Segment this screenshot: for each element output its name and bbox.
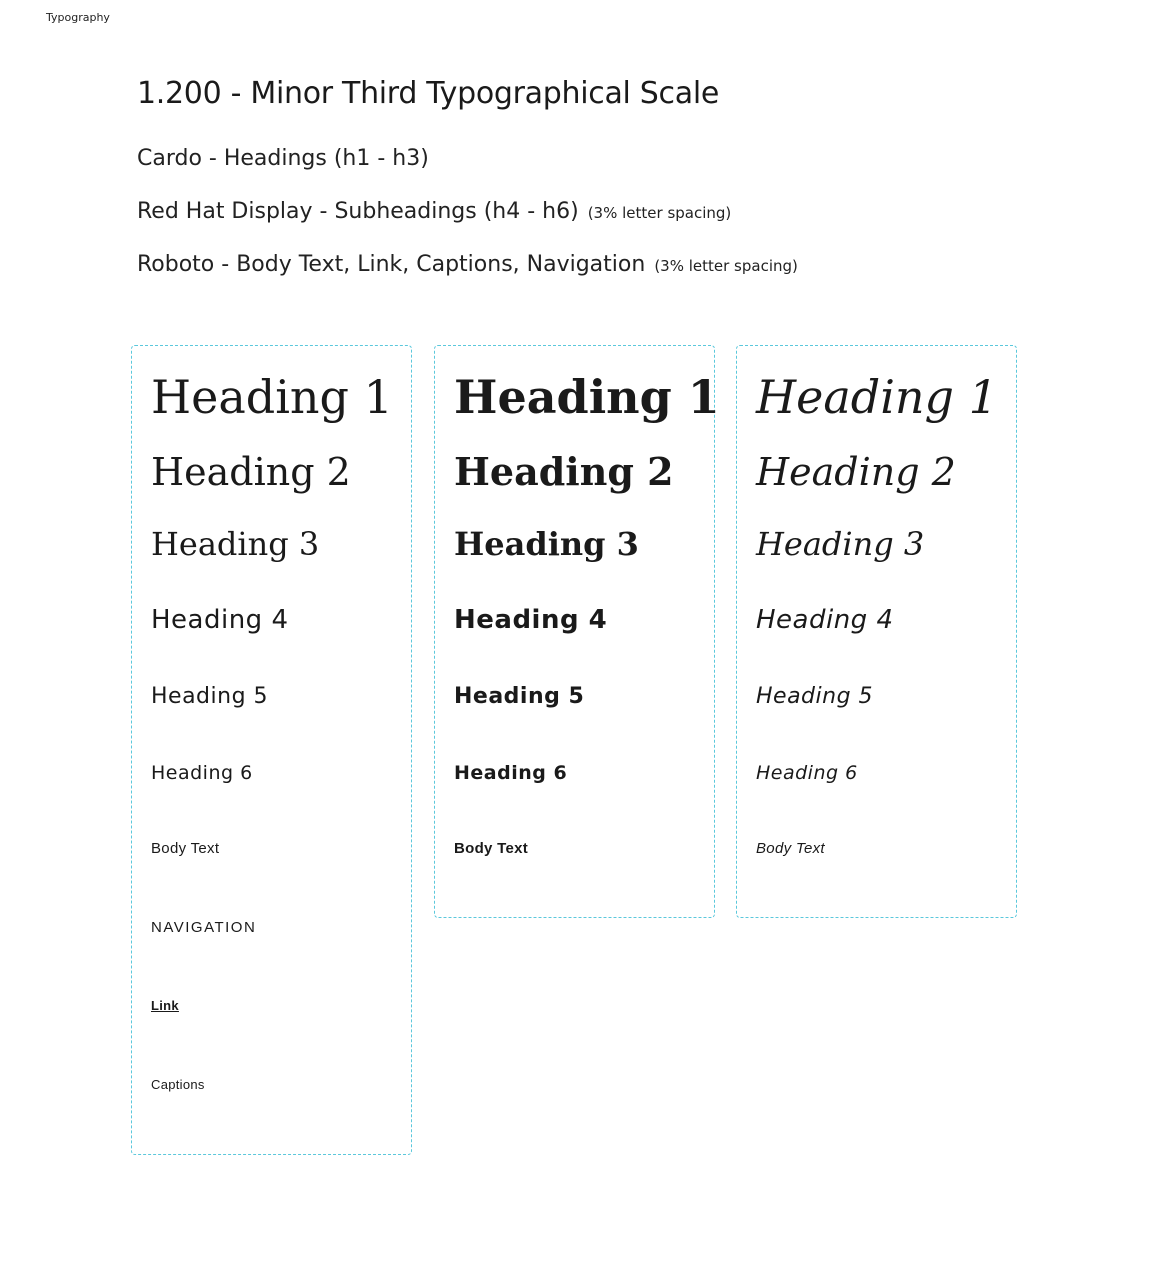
heading-6-sample: Heading 6 bbox=[756, 762, 858, 784]
navigation-sample: NAVIGATION bbox=[151, 919, 257, 936]
heading-4-sample: Heading 4 bbox=[151, 605, 289, 635]
heading-5-sample: Heading 5 bbox=[151, 684, 269, 709]
heading-3-sample: Heading 3 bbox=[151, 525, 320, 563]
heading-3-sample: Heading 3 bbox=[756, 525, 925, 563]
link-sample[interactable]: Link bbox=[151, 998, 179, 1013]
font-line-cardo bbox=[137, 146, 429, 171]
captions-sample: Captions bbox=[151, 1077, 205, 1092]
heading-1-sample: Heading 1 bbox=[756, 370, 998, 424]
specimen-card-regular bbox=[131, 345, 412, 1155]
heading-1-sample: Heading 1 bbox=[151, 370, 393, 424]
font-line-note: (3% letter spacing) bbox=[587, 204, 732, 222]
specimen-card-italic bbox=[736, 345, 1017, 918]
body-text-sample: Body Text bbox=[151, 840, 220, 857]
font-line-roboto bbox=[137, 252, 798, 277]
body-text-sample: Body Text bbox=[454, 840, 529, 857]
font-line-note: (3% letter spacing) bbox=[654, 257, 798, 275]
font-line-text: Roboto - Body Text, Link, Captions, Navigation bbox=[137, 252, 646, 277]
frame-label: Typography bbox=[46, 11, 110, 24]
heading-4-sample: Heading 4 bbox=[756, 605, 894, 635]
body-text-sample: Body Text bbox=[756, 840, 825, 857]
heading-6-sample: Heading 6 bbox=[151, 762, 253, 784]
font-line-text: Cardo - Headings (h1 - h3) bbox=[137, 146, 429, 171]
heading-3-sample: Heading 3 bbox=[454, 525, 639, 563]
font-line-text: Red Hat Display - Subheadings (h4 - h6) bbox=[137, 199, 579, 224]
heading-6-sample: Heading 6 bbox=[454, 762, 568, 784]
heading-1-sample: Heading 1 bbox=[454, 370, 720, 424]
heading-2-sample: Heading 2 bbox=[454, 449, 674, 494]
heading-5-sample: Heading 5 bbox=[756, 684, 874, 709]
specimen-card-bold bbox=[434, 345, 720, 918]
heading-2-sample: Heading 2 bbox=[756, 450, 956, 494]
heading-5-sample: Heading 5 bbox=[454, 684, 585, 709]
heading-2-sample: Heading 2 bbox=[151, 450, 351, 494]
heading-4-sample: Heading 4 bbox=[454, 605, 608, 635]
page-title: 1.200 - Minor Third Typographical Scale bbox=[137, 76, 720, 111]
font-line-red-hat-display bbox=[137, 199, 731, 224]
